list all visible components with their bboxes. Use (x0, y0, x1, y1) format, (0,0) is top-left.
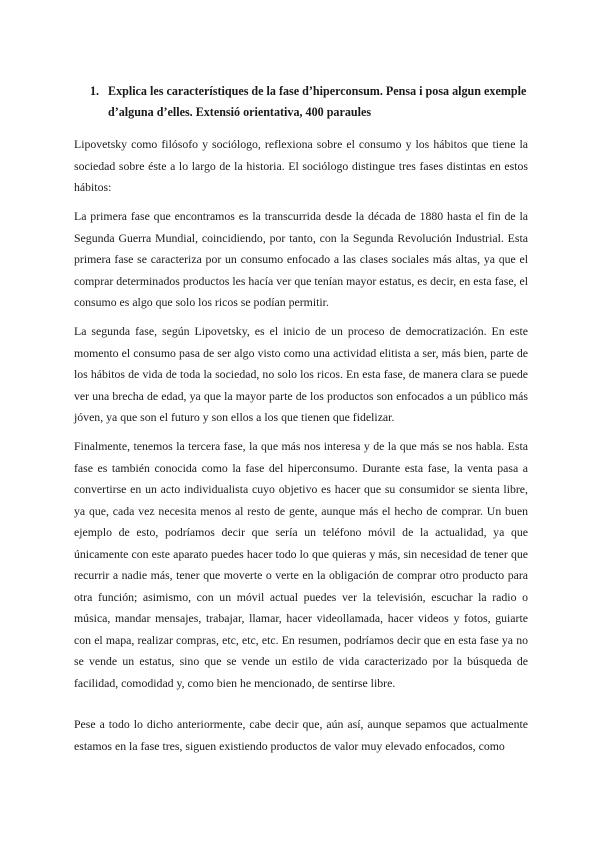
question-text: Explica les característiques de la fase d’hiperconsum. Pensa i posa algun exemple d’alguna d’elles. Extensió orientativa, 400 paraules (108, 84, 527, 119)
question-heading (90, 81, 535, 123)
paragraph-conclusion: Pese a todo lo dicho anteriormente, cabe decir que, aún así, aunque sepamos que actualmente estamos en la fase tres, siguen existiendo productos de valor muy elevado enfocados, como (74, 717, 528, 753)
paragraph-second-phase: La segunda fase, según Lipovetsky, es el inicio de un proceso de democratización. En este momento el consumo pasa de ser algo visto como una actividad elitista a ser, más bien, parte de los hábitos de vida de toda la sociedad, no solo los ricos. En esta fase, de manera clara se puede ver una brecha de edad, ya que la mayor parte de los productos son enfocados a un público más jóven, ya que son el futuro y son ellos a los que tienen que fidelizar. (74, 324, 528, 424)
question-number: 1. (90, 84, 100, 98)
paragraph-third-phase: Finalmente, tenemos la tercera fase, la que más nos interesa y de la que más se nos habla. Esta fase es también conocida como la fase del hiperconsumo. Durante esta fase, la venta pasa a convertirse en un acto individualista cuyo objetivo es hacer que su consumidor se sienta libre, ya que, cada vez necesita menos al resto de gente, aunque más el hecho de comprar. Un buen ejemplo de esto, podríamos decir que sería un teléfono móvil de la actualidad, ya que únicamente con este aparato puedes hacer todo lo que quieras y más, sin necesidad de tener que recurrir a nadie más, tener que moverte o verte en la obligación de comprar otro producto para otra función; asimismo, con un móvil actual puedes ver la televisión, escuchar la radio o música, mandar mensajes, trabajar, llamar, hacer videollamada, hacer videos y fotos, guiarte con el mapa, realizar compras, etc, etc, etc. En resumen, podríamos decir que en esta fase ya no se vende un estatus, sino que se vende un estilo de vida caracterizado por la búsqueda de facilidad, comodidad y, como bien he mencionado, de sentirse libre. (74, 439, 528, 690)
paragraph-intro: Lipovetsky como filósofo y sociólogo, reflexiona sobre el consumo y los hábitos que tiene la sociedad sobre éste a lo largo de la historia. El sociólogo distingue tres fases distintas en estos hábitos: (74, 137, 528, 194)
paragraph-first-phase: La primera fase que encontramos es la transcurrida desde la década de 1880 hasta el fin de la Segunda Guerra Mundial, coincidiendo, por tanto, con la Segunda Revolución Industrial. Esta primera fase se caracteriza por un consumo enfocado a las clases sociales más altas, ya que el comprar determinados productos les hacía ver que tenían mayor estatus, es decir, en esta fase, el consumo es algo que solo los ricos se podían permitir. (74, 209, 528, 309)
